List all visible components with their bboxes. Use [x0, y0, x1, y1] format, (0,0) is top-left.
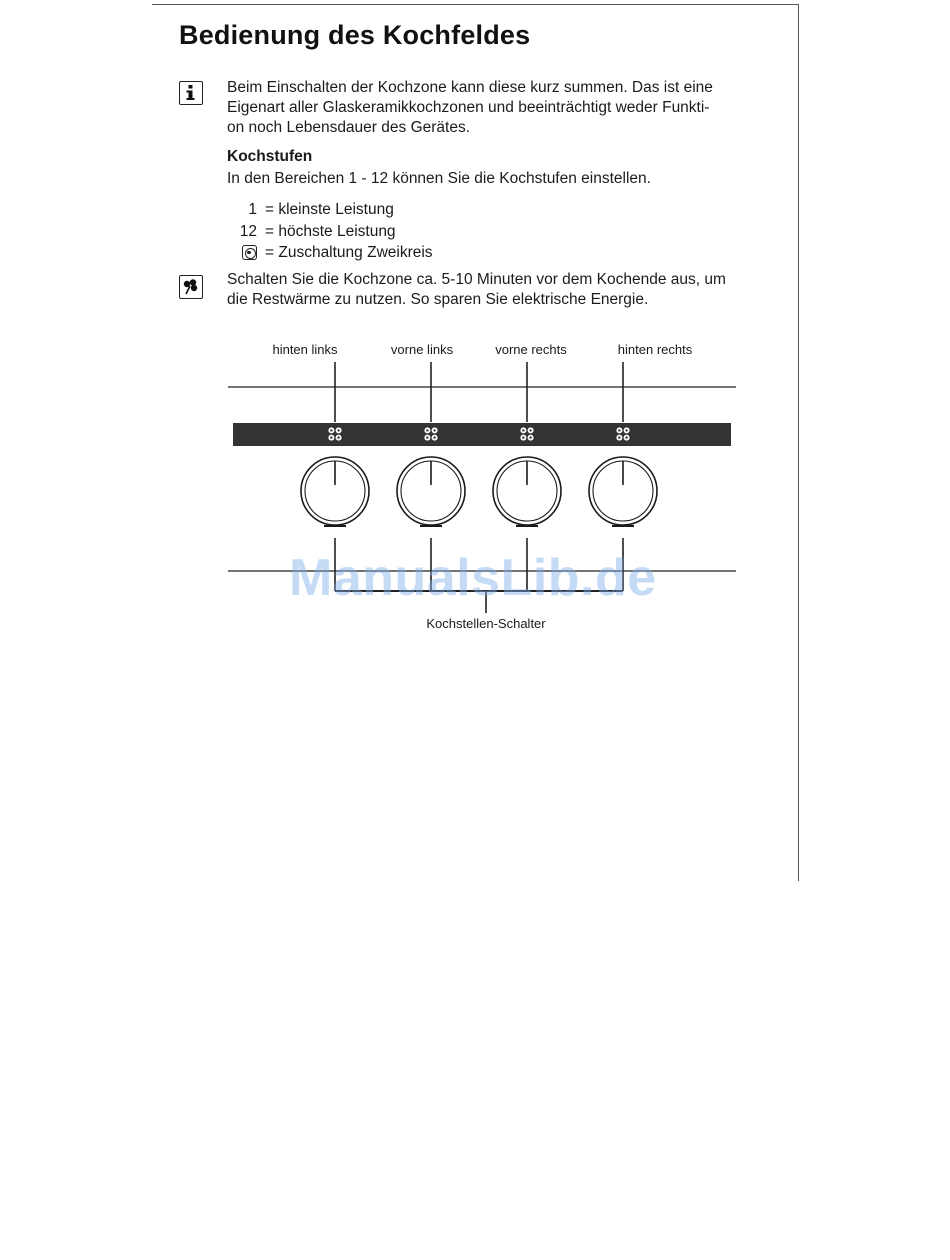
- eco-note-line: die Restwärme zu nutzen. So sparen Sie elektrische Energie.: [227, 291, 649, 308]
- kochstufen-heading: Kochstufen: [227, 148, 313, 165]
- page-title: Bedienung des Kochfeldes: [179, 20, 531, 50]
- control-panel-strip: [233, 423, 731, 446]
- zone-label-vorne-rechts: vorne rechts: [495, 342, 567, 357]
- level-desc: = Zuschaltung Zweikreis: [265, 244, 433, 261]
- level-desc: = höchste Leistung: [265, 222, 396, 240]
- info-note-line: on noch Lebensdauer des Gerätes.: [227, 119, 471, 136]
- watermark: ManualsLib.de: [289, 549, 657, 607]
- switch-label: Kochstellen-Schalter: [426, 616, 546, 631]
- control-knob-hinten-rechts[interactable]: [589, 457, 657, 526]
- info-note-line: Eigenart aller Glaskeramikkochzonen und beeinträchtigt weder Funkti-: [227, 99, 710, 116]
- control-knob-vorne-rechts[interactable]: [493, 457, 561, 526]
- zone-label-hinten-links: hinten links: [272, 342, 338, 357]
- zone-label-vorne-links: vorne links: [390, 342, 454, 357]
- level-key: 1: [248, 201, 257, 218]
- eco-note-line: Schalten Sie die Kochzone ca. 5-10 Minuten vor dem Kochende aus, um: [227, 271, 726, 288]
- level-desc: = kleinste Leistung: [265, 201, 394, 218]
- label-leaders: [335, 362, 623, 422]
- kochstufen-intro: In den Bereichen 1 - 12 können Sie die Kochstufen einstellen.: [227, 170, 651, 187]
- control-knobs: [301, 457, 657, 526]
- control-knob-hinten-links[interactable]: [301, 457, 369, 526]
- info-note-line: Beim Einschalten der Kochzone kann diese kurz summen. Das ist eine: [227, 79, 713, 96]
- level-key: 12: [239, 222, 257, 240]
- zone-label-hinten-rechts: hinten rechts: [617, 342, 693, 357]
- control-knob-vorne-links[interactable]: [397, 457, 465, 526]
